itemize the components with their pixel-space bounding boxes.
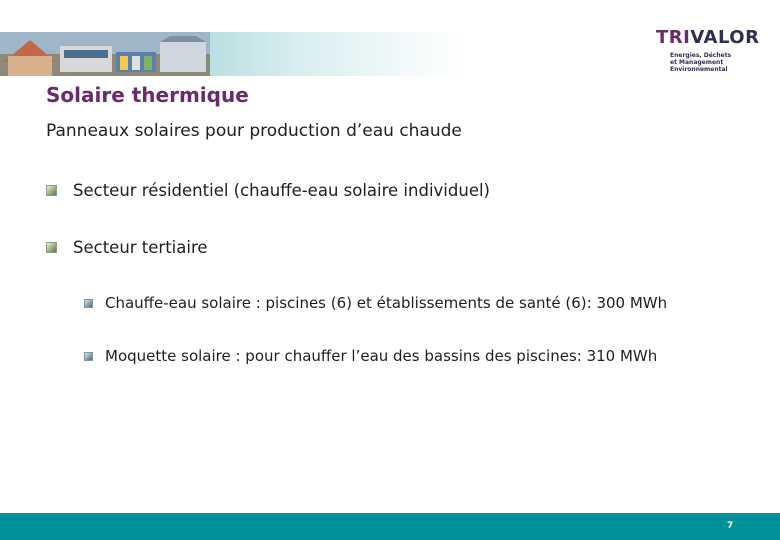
logo-tagline [670, 52, 756, 73]
page-number: 7 [727, 521, 734, 531]
logo-tagline-line: et Management [670, 59, 724, 66]
trivalor-logo [656, 27, 760, 80]
logo-wordmark [656, 27, 760, 48]
header-photo-strip [0, 32, 210, 76]
bullet-residentiel [46, 181, 490, 200]
logo-tagline-line: Environnemental [670, 66, 728, 73]
sub-bullet-square-icon [84, 352, 93, 361]
logo-word-part1: TRI [656, 27, 691, 48]
bullet-text: Secteur tertiaire [73, 238, 208, 257]
sub-bullet-square-icon [84, 299, 93, 308]
footer-bar [0, 513, 780, 540]
logo-tagline-line: Energies, Déchets [670, 52, 732, 59]
slide-subtitle: Panneaux solaires pour production d’eau chaude [46, 121, 462, 141]
bullet-square-icon [46, 185, 57, 196]
bullet-square-icon [46, 242, 57, 253]
slide-title: Solaire thermique [46, 83, 249, 107]
bullet-tertiaire [46, 238, 208, 257]
sub-bullet-chauffe-eau [84, 294, 667, 312]
sub-bullet-text: Moquette solaire : pour chauffer l’eau des bassins des piscines: 310 MWh [105, 347, 658, 365]
logo-word-part2: VALOR [690, 27, 760, 48]
sub-bullet-moquette [84, 347, 657, 365]
sub-bullet-text: Chauffe-eau solaire : piscines (6) et établissements de santé (6): 300 MWh [105, 294, 668, 312]
bullet-text: Secteur résidentiel (chauffe-eau solaire individuel) [73, 181, 490, 200]
